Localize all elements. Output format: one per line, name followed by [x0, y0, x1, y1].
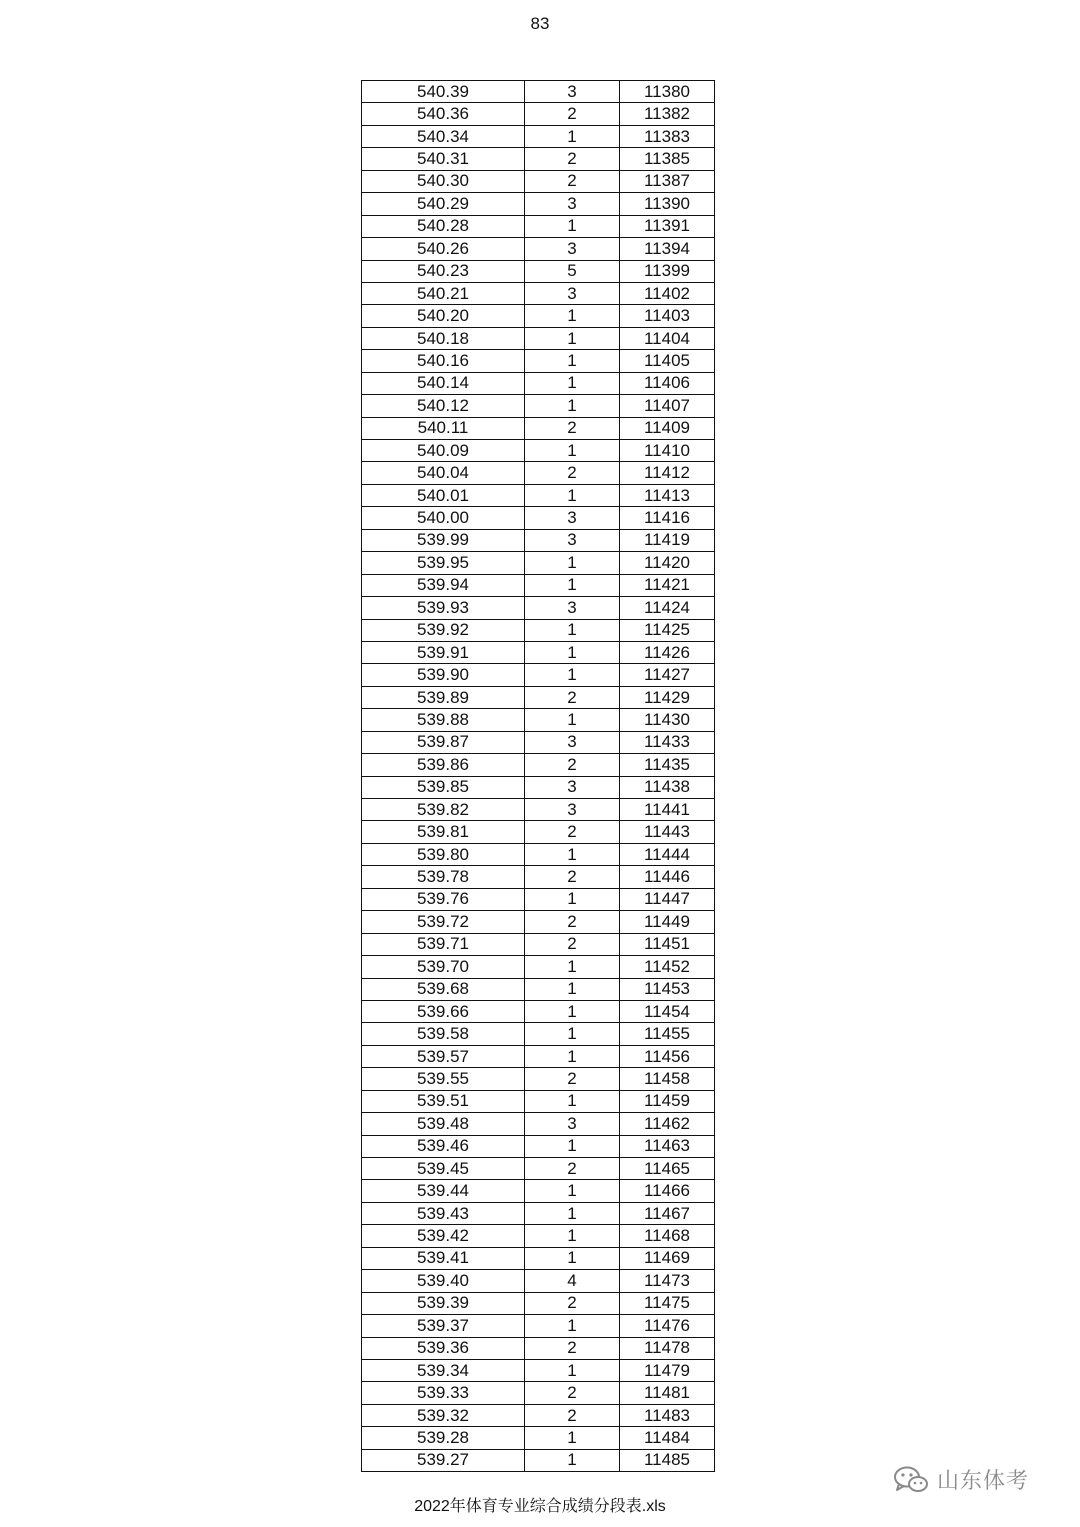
- score-cell: 540.23: [362, 260, 525, 282]
- cumulative-cell: 11410: [620, 440, 715, 462]
- score-cell: 539.32: [362, 1404, 525, 1426]
- cumulative-cell: 11429: [620, 686, 715, 708]
- table-row: [362, 282, 715, 304]
- cumulative-cell: 11412: [620, 462, 715, 484]
- score-cell: 540.00: [362, 507, 525, 529]
- table-row: [362, 193, 715, 215]
- table-row: [362, 1180, 715, 1202]
- score-cell: 539.55: [362, 1068, 525, 1090]
- count-cell: 1: [525, 1427, 620, 1449]
- table-row: [362, 1292, 715, 1314]
- cumulative-cell: 11441: [620, 799, 715, 821]
- table-row: [362, 709, 715, 731]
- cumulative-cell: 11479: [620, 1359, 715, 1381]
- count-cell: 2: [525, 170, 620, 192]
- cumulative-cell: 11467: [620, 1202, 715, 1224]
- count-cell: 1: [525, 1090, 620, 1112]
- count-cell: 1: [525, 215, 620, 237]
- count-cell: 1: [525, 1315, 620, 1337]
- watermark-text: 山东体考: [937, 1468, 1030, 1493]
- count-cell: 1: [525, 664, 620, 686]
- cumulative-cell: 11452: [620, 956, 715, 978]
- score-cell: 539.57: [362, 1045, 525, 1067]
- table-row: [362, 1068, 715, 1090]
- count-cell: 2: [525, 821, 620, 843]
- cumulative-cell: 11444: [620, 843, 715, 865]
- count-cell: 1: [525, 372, 620, 394]
- cumulative-cell: 11447: [620, 888, 715, 910]
- table-row: [362, 1113, 715, 1135]
- table-row: [362, 1225, 715, 1247]
- table-row: [362, 731, 715, 753]
- score-cell: 540.16: [362, 350, 525, 372]
- cumulative-cell: 11391: [620, 215, 715, 237]
- count-cell: 1: [525, 1225, 620, 1247]
- cumulative-cell: 11390: [620, 193, 715, 215]
- table-row: [362, 641, 715, 663]
- score-cell: 539.90: [362, 664, 525, 686]
- count-cell: 2: [525, 1337, 620, 1359]
- cumulative-cell: 11476: [620, 1315, 715, 1337]
- count-cell: 1: [525, 574, 620, 596]
- count-cell: 5: [525, 260, 620, 282]
- score-cell: 539.37: [362, 1315, 525, 1337]
- count-cell: 3: [525, 238, 620, 260]
- table-row: [362, 754, 715, 776]
- score-cell: 539.99: [362, 529, 525, 551]
- score-cell: 540.09: [362, 440, 525, 462]
- cumulative-cell: 11485: [620, 1449, 715, 1471]
- table-row: [362, 1382, 715, 1404]
- table-row: [362, 305, 715, 327]
- cumulative-cell: 11407: [620, 395, 715, 417]
- cumulative-cell: 11399: [620, 260, 715, 282]
- count-cell: 3: [525, 799, 620, 821]
- table-row: [362, 440, 715, 462]
- score-cell: 539.86: [362, 754, 525, 776]
- cumulative-cell: 11455: [620, 1023, 715, 1045]
- score-cell: 540.21: [362, 282, 525, 304]
- cumulative-cell: 11451: [620, 933, 715, 955]
- page-number: 83: [530, 14, 550, 33]
- table-row: [362, 933, 715, 955]
- table-row: [362, 799, 715, 821]
- count-cell: 3: [525, 597, 620, 619]
- score-cell: 540.39: [362, 81, 525, 103]
- count-cell: 1: [525, 1247, 620, 1269]
- score-cell: 539.36: [362, 1337, 525, 1359]
- count-cell: 3: [525, 282, 620, 304]
- count-cell: 2: [525, 148, 620, 170]
- score-cell: 539.95: [362, 552, 525, 574]
- cumulative-cell: 11427: [620, 664, 715, 686]
- cumulative-cell: 11454: [620, 1000, 715, 1022]
- count-cell: 1: [525, 709, 620, 731]
- score-cell: 539.39: [362, 1292, 525, 1314]
- count-cell: 1: [525, 350, 620, 372]
- score-cell: 539.76: [362, 888, 525, 910]
- score-cell: 539.89: [362, 686, 525, 708]
- score-cell: 539.70: [362, 956, 525, 978]
- cumulative-cell: 11473: [620, 1270, 715, 1292]
- cumulative-cell: 11416: [620, 507, 715, 529]
- table-row: [362, 395, 715, 417]
- score-cell: 540.18: [362, 327, 525, 349]
- count-cell: 1: [525, 956, 620, 978]
- table-row: [362, 103, 715, 125]
- table-row: [362, 552, 715, 574]
- score-cell: 540.12: [362, 395, 525, 417]
- table-row: [362, 507, 715, 529]
- score-cell: 539.58: [362, 1023, 525, 1045]
- table-row: [362, 821, 715, 843]
- count-cell: 2: [525, 103, 620, 125]
- cumulative-cell: 11483: [620, 1404, 715, 1426]
- table-row: [362, 776, 715, 798]
- score-cell: 539.41: [362, 1247, 525, 1269]
- cumulative-cell: 11382: [620, 103, 715, 125]
- cumulative-cell: 11420: [620, 552, 715, 574]
- cumulative-cell: 11481: [620, 1382, 715, 1404]
- cumulative-cell: 11463: [620, 1135, 715, 1157]
- count-cell: 2: [525, 1068, 620, 1090]
- table-row: [362, 1023, 715, 1045]
- cumulative-cell: 11383: [620, 125, 715, 147]
- count-cell: 3: [525, 507, 620, 529]
- count-cell: 2: [525, 1404, 620, 1426]
- score-cell: 539.82: [362, 799, 525, 821]
- count-cell: 2: [525, 462, 620, 484]
- table-row: [362, 1000, 715, 1022]
- table-row: [362, 170, 715, 192]
- table-row: [362, 417, 715, 439]
- table-row: [362, 1404, 715, 1426]
- count-cell: 1: [525, 1202, 620, 1224]
- table-row: [362, 462, 715, 484]
- score-cell: 539.27: [362, 1449, 525, 1471]
- cumulative-cell: 11468: [620, 1225, 715, 1247]
- table-row: [362, 574, 715, 596]
- score-cell: 540.34: [362, 125, 525, 147]
- score-cell: 540.11: [362, 417, 525, 439]
- count-cell: 2: [525, 1292, 620, 1314]
- count-cell: 1: [525, 978, 620, 1000]
- count-cell: 3: [525, 193, 620, 215]
- table-row: [362, 1090, 715, 1112]
- table-row: [362, 1135, 715, 1157]
- count-cell: 1: [525, 641, 620, 663]
- table-row: [362, 686, 715, 708]
- cumulative-cell: 11453: [620, 978, 715, 1000]
- table-row: [362, 1270, 715, 1292]
- table-row: [362, 1427, 715, 1449]
- count-cell: 2: [525, 417, 620, 439]
- table-row: [362, 215, 715, 237]
- score-cell: 539.87: [362, 731, 525, 753]
- score-cell: 539.71: [362, 933, 525, 955]
- cumulative-cell: 11462: [620, 1113, 715, 1135]
- cumulative-cell: 11385: [620, 148, 715, 170]
- count-cell: 2: [525, 933, 620, 955]
- cumulative-cell: 11430: [620, 709, 715, 731]
- cumulative-cell: 11478: [620, 1337, 715, 1359]
- count-cell: 3: [525, 776, 620, 798]
- cumulative-cell: 11419: [620, 529, 715, 551]
- count-cell: 4: [525, 1270, 620, 1292]
- score-cell: 540.29: [362, 193, 525, 215]
- score-cell: 540.30: [362, 170, 525, 192]
- count-cell: 1: [525, 1359, 620, 1381]
- cumulative-cell: 11425: [620, 619, 715, 641]
- cumulative-cell: 11433: [620, 731, 715, 753]
- count-cell: 1: [525, 619, 620, 641]
- score-cell: 539.66: [362, 1000, 525, 1022]
- cumulative-cell: 11466: [620, 1180, 715, 1202]
- table-row: [362, 1158, 715, 1180]
- score-cell: 539.40: [362, 1270, 525, 1292]
- score-cell: 539.44: [362, 1180, 525, 1202]
- score-cell: 540.31: [362, 148, 525, 170]
- cumulative-cell: 11484: [620, 1427, 715, 1449]
- score-cell: 539.34: [362, 1359, 525, 1381]
- table-row: [362, 956, 715, 978]
- cumulative-cell: 11424: [620, 597, 715, 619]
- count-cell: 2: [525, 1158, 620, 1180]
- cumulative-cell: 11404: [620, 327, 715, 349]
- cumulative-cell: 11443: [620, 821, 715, 843]
- cumulative-cell: 11475: [620, 1292, 715, 1314]
- score-cell: 539.88: [362, 709, 525, 731]
- table-row: [362, 238, 715, 260]
- cumulative-cell: 11426: [620, 641, 715, 663]
- count-cell: 2: [525, 686, 620, 708]
- table-row: [362, 125, 715, 147]
- score-cell: 539.94: [362, 574, 525, 596]
- cumulative-cell: 11394: [620, 238, 715, 260]
- table-row: [362, 888, 715, 910]
- score-cell: 540.26: [362, 238, 525, 260]
- score-cell: 539.28: [362, 1427, 525, 1449]
- table-row: [362, 597, 715, 619]
- count-cell: 3: [525, 81, 620, 103]
- cumulative-cell: 11459: [620, 1090, 715, 1112]
- cumulative-cell: 11405: [620, 350, 715, 372]
- table-row: [362, 1315, 715, 1337]
- count-cell: 1: [525, 484, 620, 506]
- cumulative-cell: 11406: [620, 372, 715, 394]
- count-cell: 1: [525, 1023, 620, 1045]
- table-row: [362, 529, 715, 551]
- table-row: [362, 372, 715, 394]
- count-cell: 1: [525, 1045, 620, 1067]
- count-cell: 2: [525, 911, 620, 933]
- table-row: [362, 843, 715, 865]
- count-cell: 1: [525, 888, 620, 910]
- score-cell: 539.85: [362, 776, 525, 798]
- count-cell: 2: [525, 754, 620, 776]
- cumulative-cell: 11446: [620, 866, 715, 888]
- score-cell: 539.46: [362, 1135, 525, 1157]
- score-cell: 540.04: [362, 462, 525, 484]
- cumulative-cell: 11469: [620, 1247, 715, 1269]
- cumulative-cell: 11413: [620, 484, 715, 506]
- count-cell: 1: [525, 125, 620, 147]
- score-cell: 539.68: [362, 978, 525, 1000]
- score-cell: 539.33: [362, 1382, 525, 1404]
- table-row: [362, 664, 715, 686]
- cumulative-cell: 11438: [620, 776, 715, 798]
- table-row: [362, 1337, 715, 1359]
- table-body: [362, 81, 715, 1472]
- count-cell: 1: [525, 327, 620, 349]
- count-cell: 3: [525, 1113, 620, 1135]
- table-row: [362, 1449, 715, 1471]
- score-cell: 539.81: [362, 821, 525, 843]
- cumulative-cell: 11421: [620, 574, 715, 596]
- count-cell: 1: [525, 395, 620, 417]
- count-cell: 1: [525, 1449, 620, 1471]
- table-row: [362, 1247, 715, 1269]
- score-table: [361, 80, 715, 1472]
- table-row: [362, 260, 715, 282]
- table-row: [362, 1202, 715, 1224]
- cumulative-cell: 11435: [620, 754, 715, 776]
- table-row: [362, 81, 715, 103]
- count-cell: 1: [525, 1135, 620, 1157]
- count-cell: 1: [525, 552, 620, 574]
- cumulative-cell: 11402: [620, 282, 715, 304]
- footer-filename: 2022年体育专业综合成绩分段表.xls: [414, 1498, 666, 1515]
- count-cell: 1: [525, 1000, 620, 1022]
- table-row: [362, 1045, 715, 1067]
- table-row: [362, 911, 715, 933]
- table-row: [362, 148, 715, 170]
- score-cell: 539.92: [362, 619, 525, 641]
- score-cell: 539.78: [362, 866, 525, 888]
- score-cell: 539.43: [362, 1202, 525, 1224]
- count-cell: 1: [525, 305, 620, 327]
- table-row: [362, 350, 715, 372]
- cumulative-cell: 11449: [620, 911, 715, 933]
- cumulative-cell: 11380: [620, 81, 715, 103]
- count-cell: 2: [525, 1382, 620, 1404]
- score-cell: 539.51: [362, 1090, 525, 1112]
- table-row: [362, 484, 715, 506]
- cumulative-cell: 11387: [620, 170, 715, 192]
- count-cell: 3: [525, 731, 620, 753]
- score-cell: 540.36: [362, 103, 525, 125]
- cumulative-cell: 11458: [620, 1068, 715, 1090]
- score-cell: 539.91: [362, 641, 525, 663]
- score-cell: 540.28: [362, 215, 525, 237]
- score-cell: 539.42: [362, 1225, 525, 1247]
- cumulative-cell: 11456: [620, 1045, 715, 1067]
- cumulative-cell: 11409: [620, 417, 715, 439]
- score-cell: 539.93: [362, 597, 525, 619]
- count-cell: 3: [525, 529, 620, 551]
- score-cell: 540.01: [362, 484, 525, 506]
- wechat-icon: [893, 1465, 929, 1495]
- count-cell: 2: [525, 866, 620, 888]
- count-cell: 1: [525, 843, 620, 865]
- table-row: [362, 1359, 715, 1381]
- score-cell: 539.45: [362, 1158, 525, 1180]
- score-cell: 540.20: [362, 305, 525, 327]
- cumulative-cell: 11465: [620, 1158, 715, 1180]
- score-cell: 540.14: [362, 372, 525, 394]
- score-cell: 539.80: [362, 843, 525, 865]
- table-row: [362, 866, 715, 888]
- count-cell: 1: [525, 1180, 620, 1202]
- score-cell: 539.72: [362, 911, 525, 933]
- cumulative-cell: 11403: [620, 305, 715, 327]
- table-row: [362, 978, 715, 1000]
- score-cell: 539.48: [362, 1113, 525, 1135]
- table-row: [362, 327, 715, 349]
- count-cell: 1: [525, 440, 620, 462]
- table-row: [362, 619, 715, 641]
- watermark: [893, 1464, 1029, 1495]
